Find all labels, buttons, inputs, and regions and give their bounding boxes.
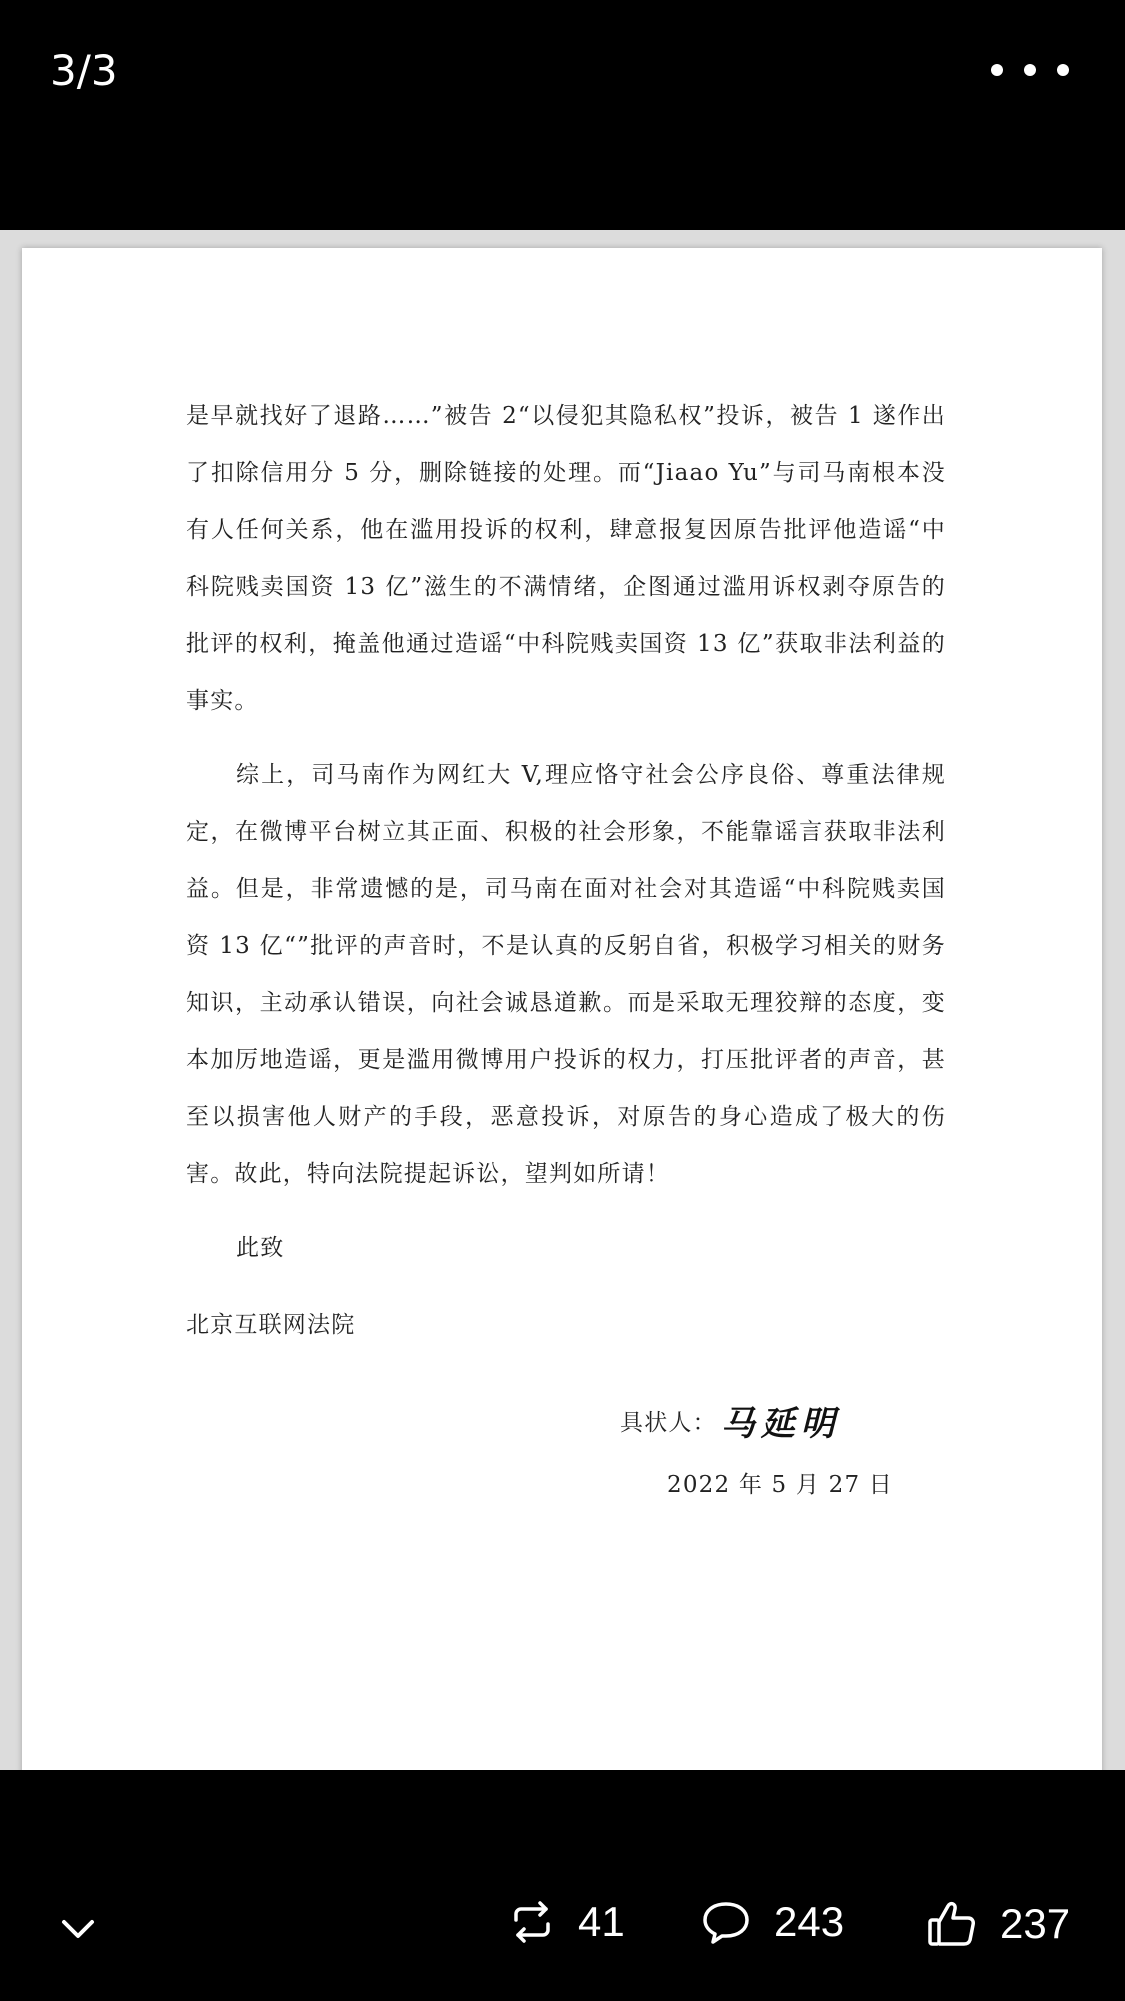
repost-button[interactable] [508, 1898, 625, 1946]
signature-name: 马延明 [720, 1404, 841, 1444]
document-body [186, 388, 946, 1354]
action-bar [0, 1770, 1125, 2001]
repost-count: 41 [578, 1898, 625, 1945]
paragraph-2: 综上，司马南作为网红大 V,理应恪守社会公序良俗、尊重法律规定，在微博平台树立其正面、积极的社会形象，不能靠谣言获取非法利益。但是，非常遗憾的是，司马南在面对社会对其造谣“中科院贱卖国资 13 亿“”批评的声音时，不是认真的反躬自省，积极学习相关的财务知识，主动承认错误，向社会诚恳道歉。而是采取无理狡辩的态度，变本加厉地造谣，更是滥用微博用户投诉的权力，打压批评者的声音，甚至以损害他人财产的手段，恶意投诉，对原告的身心造成了极大的伤害。故此，特向法院提起诉讼，望判如所请！ [186, 762, 946, 1187]
like-button[interactable] [926, 1898, 1070, 1950]
viewer-top-bar [0, 0, 1125, 230]
more-horizontal-icon[interactable] [985, 60, 1075, 80]
image-counter: 3/3 [50, 46, 118, 95]
chevron-down-icon[interactable] [58, 1910, 98, 1950]
comment-icon [700, 1898, 752, 1946]
document-date: 2022 年 5 月 27 日 [667, 1472, 893, 1498]
signature-label: 具状人： [620, 1410, 717, 1436]
document-page [22, 248, 1102, 1770]
repost-icon [508, 1898, 556, 1946]
comment-count: 243 [774, 1898, 845, 1945]
signature-block [620, 1396, 841, 1445]
image-viewport[interactable] [0, 230, 1125, 1770]
thumbs-up-icon [926, 1898, 978, 1950]
salutation: 此致 [236, 1235, 285, 1261]
court-name: 北京互联网法院 [186, 1312, 356, 1338]
comment-button[interactable] [700, 1898, 844, 1946]
paragraph-1: 是早就找好了退路……”被告 2“以侵犯其隐私权”投诉，被告 1 遂作出了扣除信用分 5 分，删除链接的处理。而“Jiaao Yu”与司马南根本没有人任何关系，他在滥用投诉的权利，肆意报复因原告批评他造谣“中科院贱卖国资 13 亿”滋生的不满情绪，企图通过滥用诉权剥夺原告的批评的权利，掩盖他通过造谣“中科院贱卖国资 13 亿”获取非法利益的事实。 [186, 403, 946, 714]
like-count: 237 [1000, 1900, 1071, 1947]
